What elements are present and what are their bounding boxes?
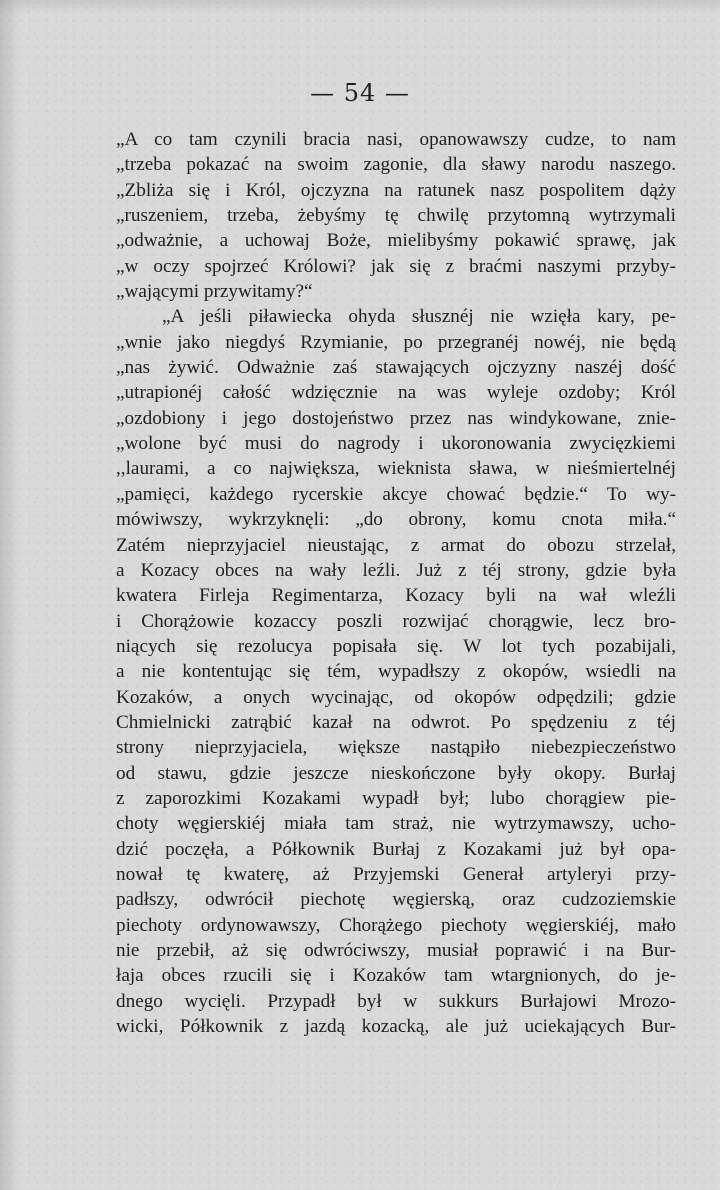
page-number: — 54 — — [310, 79, 410, 107]
text-line: mówiwszy, wykrzyknęli: „do obrony, komu cnota miła.“ — [116, 509, 676, 531]
text-line: dzić poczęła, a Półkownik Burłaj z Kozakami już był opa- — [116, 838, 676, 860]
text-line: ,,laurami, a co największa, wieknista sława, w nieśmiertelnéj — [116, 458, 676, 480]
text-line: łaja obces rzucili się i Kozaków tam wtargnionych, do je- — [116, 965, 676, 987]
page-top-shadow — [0, 0, 720, 14]
text-line: kwatera Firleja Regimentarza, Kozacy byli na wał wleźli — [116, 585, 676, 607]
text-line: Chmielnicki zatrąbić kazał na odwrot. Po spędzeniu z téj — [116, 711, 676, 733]
text-line: dnego wycięli. Przypadł był w sukkurs Burłajowi Mrozo- — [116, 990, 676, 1012]
text-line: „ozdobiony i jego dostojeństwo przez nas windykowane, znie- — [116, 407, 676, 429]
text-line: Zatém nieprzyjaciel nieustając, z armat do obozu strzelał, — [116, 534, 676, 556]
text-line: strony nieprzyjaciela, większe nastąpiło niebezpieczeństwo — [116, 737, 676, 759]
text-line: „wolone być musi do nagrody i ukoronowania zwycięzkiemi — [116, 433, 676, 455]
text-line: „ruszeniem, trzeba, żebyśmy tę chwilę przytomną wytrzymali — [116, 205, 676, 227]
text-line: wicki, Półkownik z jazdą kozacką, ale już uciekających Bur- — [116, 1016, 676, 1038]
text-line: nie przebił, aż się odwróciwszy, musiał poprawić i na Bur- — [116, 940, 676, 961]
text-line: „A co tam czynili bracia nasi, opanowawszy cudze, to nam — [116, 129, 676, 150]
text-line: Kozaków, a onych wycinając, od okopów odpędzili; gdzie — [116, 686, 676, 708]
text-line: „odważnie, a uchowaj Boże, mielibyśmy pokawić sprawę, jak — [116, 230, 676, 252]
text-line: „utrapionéj całość wdzięcznie na was wyleje ozdoby; Król — [116, 382, 676, 404]
text-line: „A jeśli piławiecka ohyda słusznéj nie wzięła kary, pe- — [162, 306, 676, 328]
text-line: padłszy, odwrócił piechotę węgierską, oraz cudzoziemskie — [116, 889, 676, 911]
text-line: a Kozacy obces na wały leźli. Już z téj strony, gdzie była — [116, 559, 676, 581]
body-text — [116, 127, 676, 1039]
text-line: niących się rezolucya popisała się. W lot tych pozabijali, — [116, 635, 676, 657]
page-binding-shadow — [0, 0, 20, 1190]
text-line: „wnie jako niegdyś Rzymianie, po przegranéj nowéj, nie będą — [116, 331, 676, 353]
text-line: piechoty ordynowawszy, Chorążego piechoty węgierskiéj, mało — [116, 914, 676, 936]
text-line: choty węgierskiéj miała tam straż, nie wytrzymawszy, ucho- — [116, 813, 676, 835]
text-line: i Chorążowie kozaccy poszli rozwijać chorągwie, lecz bro- — [116, 610, 676, 632]
text-line: a nie kontentując się tém, wypadłszy z okopów, wsiedli na — [116, 661, 676, 683]
text-line: z zaporozkimi Kozakami wypadł był; lubo chorągiew pie- — [116, 787, 676, 809]
text-line: nował tę kwaterę, aż Przyjemski Generał artyleryi przy- — [116, 863, 676, 885]
text-line: od stawu, gdzie jeszcze nieskończone były okopy. Burłaj — [116, 762, 676, 784]
text-line: „Zbliża się i Król, ojczyzna na ratunek nasz pospolitem dąży — [116, 179, 676, 201]
text-line: „trzeba pokazać na swoim zagonie, dla sławy narodu naszego. — [116, 154, 676, 176]
text-line: „wającymi przywitamy?“ — [116, 281, 313, 303]
text-line: „nas żywić. Odważnie zaś stawających ojczyzny naszéj dość — [116, 357, 676, 379]
text-line: „w oczy spojrzeć Królowi? jak się z braćmi naszymi przyby- — [116, 255, 676, 277]
text-line: „pamięci, każdego rycerskie akcye chować będzie.“ To wy- — [116, 483, 676, 505]
